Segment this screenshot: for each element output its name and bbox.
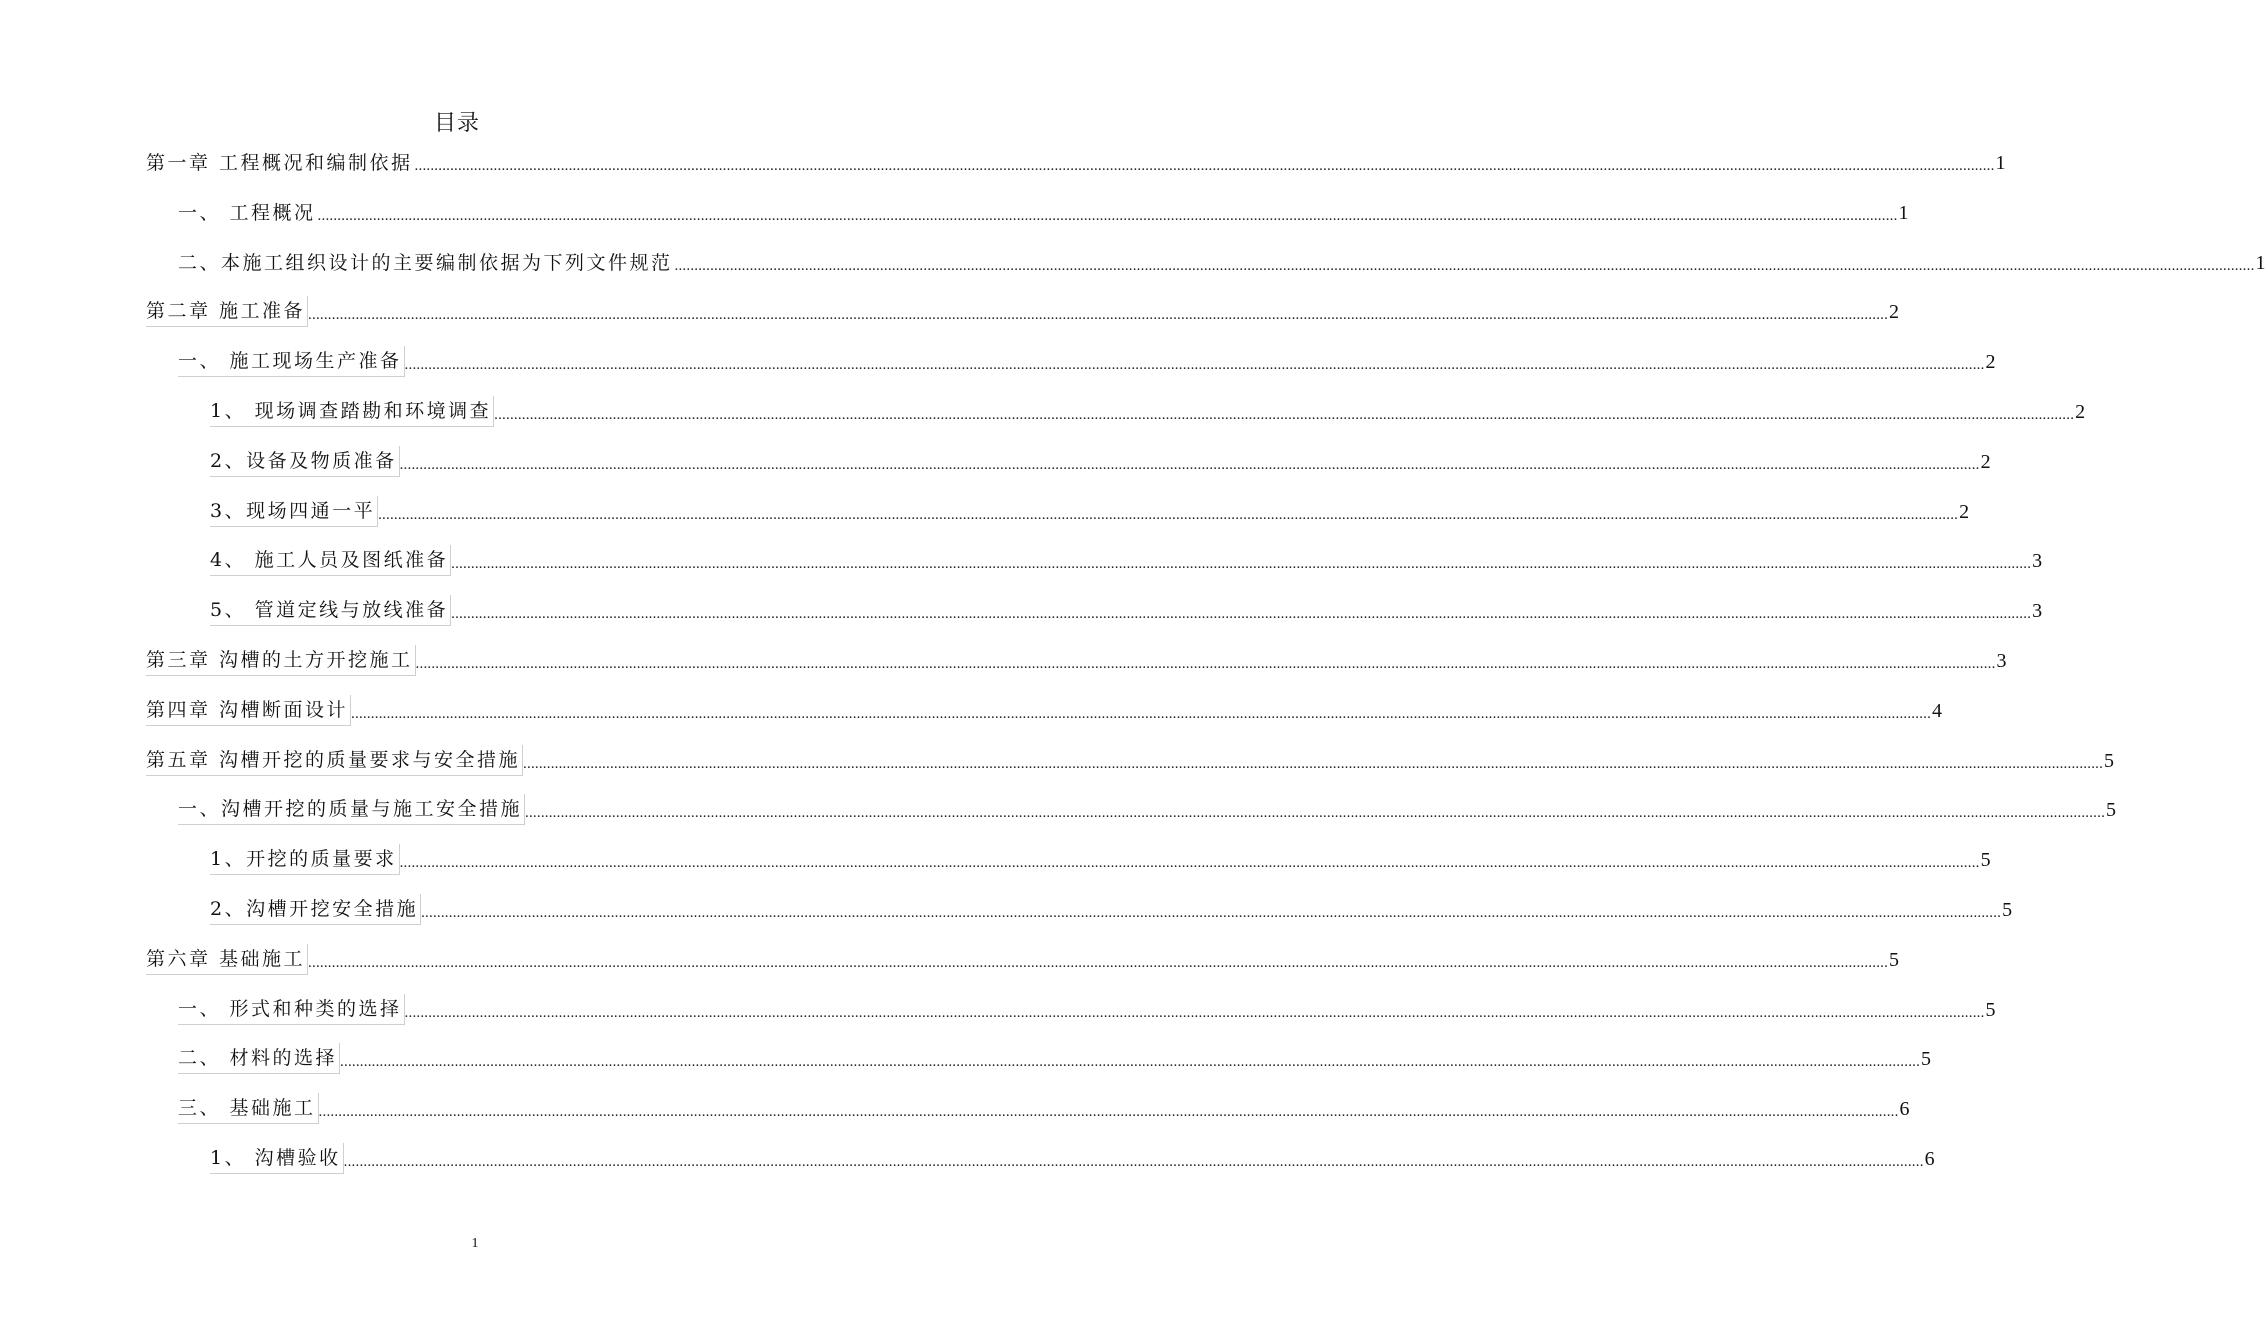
toc-dot-leader: ................................................................................................................................................................................................................................................................................................................................................................................................................	[351, 706, 1932, 722]
toc-entry-label: 5、 管道定线与放线准备	[210, 595, 451, 626]
toc-entry-label: 第一章 工程概况和编制依据	[146, 152, 413, 174]
toc-entry[interactable]	[146, 646, 2007, 676]
toc-entry-page-number: 3	[2032, 550, 2043, 572]
toc-entry-label: 三、 基础施工	[178, 1093, 319, 1124]
toc-dot-leader: ................................................................................................................................................................................................................................................................................................................................................................................................................	[399, 855, 1980, 871]
toc-dot-leader: ................................................................................................................................................................................................................................................................................................................................................................................................................	[318, 1104, 1899, 1120]
toc-entry-page-number: 6	[1899, 1098, 1910, 1120]
toc-dot-leader: ................................................................................................................................................................................................................................................................................................................................................................................................................	[415, 656, 1996, 672]
toc-entry-label: 2、沟槽开挖安全措施	[210, 894, 421, 925]
toc-entry[interactable]	[210, 895, 2013, 925]
toc-entry[interactable]	[178, 795, 2117, 825]
toc-entry-page-number: 2	[1985, 351, 1996, 373]
toc-entry-page-number: 2	[1980, 451, 1991, 473]
toc-entry-label: 第二章 施工准备	[146, 296, 308, 327]
toc-entry[interactable]	[210, 447, 1991, 477]
toc-entry-page-number: 5	[1985, 999, 1996, 1021]
toc-dot-leader: ................................................................................................................................................................................................................................................................................................................................................................................................................	[317, 208, 1898, 224]
page-title: 目录	[433, 111, 480, 136]
toc-entry[interactable]	[210, 1144, 1935, 1174]
toc-entry-page-number: 3	[1996, 650, 2007, 672]
toc-entry-page-number: 2	[1889, 301, 1900, 323]
toc-entry[interactable]	[178, 1094, 1910, 1124]
toc-entry-label: 1、 沟槽验收	[210, 1143, 344, 1174]
toc-entry-page-number: 5	[1889, 949, 1900, 971]
toc-entry-label: 1、 现场调查踏勘和环境调查	[210, 396, 494, 427]
toc-entry[interactable]	[178, 248, 2266, 278]
toc-entry[interactable]	[178, 347, 1996, 377]
toc-entry-page-number: 5	[2002, 899, 2013, 921]
toc-dot-leader: ................................................................................................................................................................................................................................................................................................................................................................................................................	[674, 258, 2255, 274]
toc-dot-leader: ................................................................................................................................................................................................................................................................................................................................................................................................................	[308, 955, 1889, 971]
toc-entry-page-number: 5	[2104, 750, 2115, 772]
toc-entry-label: 第五章 沟槽开挖的质量要求与安全措施	[146, 745, 523, 776]
toc-entry[interactable]	[178, 198, 1909, 228]
toc-dot-leader: ................................................................................................................................................................................................................................................................................................................................................................................................................	[343, 1154, 1924, 1170]
toc-dot-leader: ................................................................................................................................................................................................................................................................................................................................................................................................................	[451, 556, 2032, 572]
toc-entry-page-number: 1	[1898, 202, 1909, 224]
toc-dot-leader: ................................................................................................................................................................................................................................................................................................................................................................................................................	[451, 606, 2032, 622]
toc-entry-label: 第四章 沟槽断面设计	[146, 695, 351, 726]
toc-entry-label: 1、开挖的质量要求	[210, 844, 400, 875]
toc-entry[interactable]	[210, 397, 2086, 427]
toc-entry[interactable]	[146, 945, 1900, 975]
toc-entry[interactable]	[210, 596, 2043, 626]
toc-entry-page-number: 5	[1921, 1048, 1932, 1070]
toc-entry-label: 一、沟槽开挖的质量与施工安全措施	[178, 794, 525, 825]
toc-entry-page-number: 1	[2255, 252, 2266, 274]
toc-dot-leader: ................................................................................................................................................................................................................................................................................................................................................................................................................	[494, 407, 2075, 423]
toc-entry-page-number: 4	[1932, 700, 1943, 722]
toc-dot-leader: ................................................................................................................................................................................................................................................................................................................................................................................................................	[414, 158, 1995, 174]
toc-entry-label: 一、 工程概况	[178, 202, 316, 224]
toc-entry[interactable]	[146, 696, 1943, 726]
toc-entry[interactable]	[210, 546, 2043, 576]
toc-dot-leader: ................................................................................................................................................................................................................................................................................................................................................................................................................	[308, 307, 1889, 323]
toc-entry[interactable]	[146, 297, 1900, 327]
footer-page-number: 1	[471, 1236, 479, 1251]
toc-dot-leader: ................................................................................................................................................................................................................................................................................................................................................................................................................	[404, 1005, 1985, 1021]
toc-dot-leader: ................................................................................................................................................................................................................................................................................................................................................................................................................	[378, 507, 1959, 523]
toc-entry-label: 一、 施工现场生产准备	[178, 346, 405, 377]
toc-dot-leader: ................................................................................................................................................................................................................................................................................................................................................................................................................	[340, 1054, 1921, 1070]
toc-entry-label: 3、现场四通一平	[210, 496, 378, 527]
toc-dot-leader: ................................................................................................................................................................................................................................................................................................................................................................................................................	[523, 756, 2104, 772]
toc-entry[interactable]	[178, 995, 1996, 1025]
toc-entry-page-number: 6	[1924, 1148, 1935, 1170]
toc-entry[interactable]	[210, 497, 1970, 527]
toc-entry-page-number: 1	[1995, 152, 2006, 174]
toc-entry[interactable]	[178, 1044, 1932, 1074]
toc-entry[interactable]	[146, 148, 2006, 178]
toc-entry-label: 第三章 沟槽的土方开挖施工	[146, 645, 416, 676]
toc-entry-page-number: 5	[1980, 849, 1991, 871]
toc-entry-label: 二、 材料的选择	[178, 1043, 340, 1074]
toc-dot-leader: ................................................................................................................................................................................................................................................................................................................................................................................................................	[399, 457, 1980, 473]
toc-entry-label: 第六章 基础施工	[146, 944, 308, 975]
toc-entry-label: 一、 形式和种类的选择	[178, 994, 405, 1025]
toc-entry[interactable]	[146, 746, 2115, 776]
toc-dot-leader: ................................................................................................................................................................................................................................................................................................................................................................................................................	[404, 357, 1985, 373]
toc-entry-page-number: 5	[2106, 799, 2117, 821]
toc-entry-label: 二、本施工组织设计的主要编制依据为下列文件规范	[178, 252, 673, 274]
toc-dot-leader: ................................................................................................................................................................................................................................................................................................................................................................................................................	[525, 805, 2106, 821]
toc-entry-page-number: 3	[2032, 600, 2043, 622]
toc-entry-page-number: 2	[1959, 501, 1970, 523]
toc-entry[interactable]	[210, 845, 1991, 875]
toc-entry-label: 2、设备及物质准备	[210, 446, 400, 477]
toc-entry-label: 4、 施工人员及图纸准备	[210, 545, 451, 576]
toc-entry-page-number: 2	[2075, 401, 2086, 423]
toc-dot-leader: ................................................................................................................................................................................................................................................................................................................................................................................................................	[421, 905, 2002, 921]
